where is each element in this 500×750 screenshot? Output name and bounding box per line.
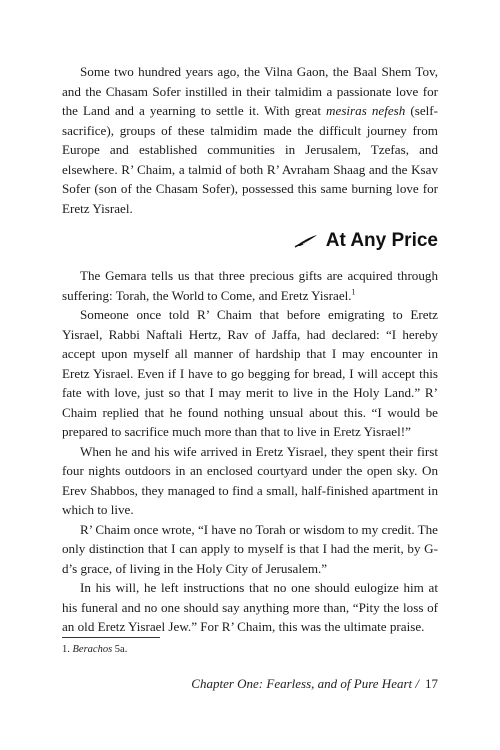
footnote-divider (62, 637, 160, 638)
chapter-title: Chapter One: Fearless, and of Pure Heart / (191, 676, 419, 691)
footnote-reference[interactable]: 1 (351, 287, 356, 297)
section-paragraph-text: The Gemara tells us that three precious gifts are acquired through suffering: Torah, the World to Come, and Eretz Yisrael. (62, 268, 438, 303)
section-text (62, 266, 438, 637)
page-number: 17 (425, 676, 438, 691)
section-heading (294, 230, 438, 252)
section-heading-text: At Any Price (325, 230, 438, 251)
intro-text (62, 62, 438, 218)
section-paragraph (62, 266, 438, 305)
page-footer (191, 676, 438, 692)
footnote-source: Berachos (72, 644, 113, 655)
section-paragraph: When he and his wife arrived in Eretz Yisrael, they spent their first four nights outdoors in an enclosed courtyard under the open sky. On Erev Shabbos, they managed to find a small, half-finished apartment in which to live. (62, 443, 438, 517)
section-paragraph: R’ Chaim once wrote, “I have no Torah or wisdom to my credit. The only distinction that I can apply to myself is that I had the merit, by G-d’s grace, of living in the Holy City of Jerusalem.” (62, 521, 438, 576)
footnote (62, 643, 127, 657)
intro-paragraph (62, 62, 438, 218)
section-paragraph: Someone once told R’ Chaim that before emigrating to Eretz Yisrael, Rabbi Naftali Hertz, Rav of Jaffa, had declared: “I hereby accept upon myself all manner of hardship that I may encounter in Eretz Yisrael. Even if I have to go begging for bread, I will accept this fate with love, just so that I may merit to live in the Holy Land.” R’ Chaim replied that he found nothing unsual about this. “I would be prepared to sacrifice much more than that to live in Eretz Yisrael!” (62, 307, 438, 439)
footnote-ref: 5a. (114, 644, 128, 655)
intro-text-part: (self-sacrifice), groups of these talmidim made the difficult journey from Europe and established communities in Jerusalem, Tzefas, and elsewhere. R’ Chaim, a talmid of both R’ Avraham Shaag and the Ksav Sofer (son of the Chasam Sofer), possessed this same burning love for Eretz Yisrael. (62, 103, 439, 216)
footnote-number: 1. (62, 644, 70, 655)
intro-text-part: Some two hundred years ago, the Vilna Gaon, the Baal Shem Tov, and the Chasam Sofer instilled in their talmidim a passionate love for the Land and a yearning to settle it. With great (62, 64, 438, 118)
quill-pen-icon (294, 234, 318, 248)
intro-italic-term: mesiras nefesh (326, 103, 406, 118)
section-paragraph: In his will, he left instructions that no one should eulogize him at his funeral and no one should say anything more than, “Pity the loss of an old Eretz Yisrael Jew.” For R’ Chaim, this was the ultimate praise. (62, 580, 438, 634)
